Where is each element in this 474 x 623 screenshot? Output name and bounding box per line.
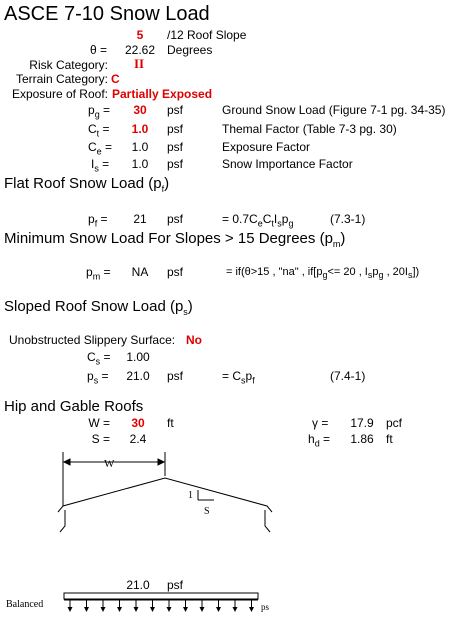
diagram-rise-label: 1	[188, 490, 193, 501]
ct-unit: psf	[167, 122, 184, 136]
w-label: W =	[88, 416, 110, 430]
diagram-w-label: W	[104, 458, 115, 470]
ce-description: Exposure Factor	[222, 140, 311, 154]
sloped-roof-heading: Sloped Roof Snow Load $(p_s)$	[4, 298, 193, 317]
is-description: Snow Importance Factor	[222, 157, 353, 171]
is-symbol: $I_s$ =	[91, 157, 110, 174]
pg-unit: psf	[167, 103, 184, 117]
balanced-label: Balanced	[6, 599, 44, 610]
gamma-unit: pcf	[386, 416, 403, 430]
w-arrow-right	[158, 459, 164, 465]
balanced-load-block	[64, 593, 258, 599]
load-arrow-head	[134, 607, 139, 612]
ct-symbol: $C_t$ =	[88, 122, 110, 139]
pf-unit: psf	[167, 212, 184, 226]
roof-outline	[58, 478, 272, 512]
balanced-ps-label: ps	[261, 602, 270, 612]
load-arrow-head	[167, 607, 172, 612]
slippery-surface-label: Unobstructed Slippery Surface:	[9, 333, 176, 347]
pf-formula: = $0.7C_eC_tI_sp_g$	[222, 212, 294, 229]
load-arrow-head	[84, 607, 89, 612]
load-arrow-head	[216, 607, 221, 612]
minimum-load-heading: Minimum Snow Load For Slopes > 15 Degrees $(p_m)$	[4, 230, 346, 249]
terrain-category-value: C	[111, 72, 120, 86]
cs-symbol: $C_s$ =	[87, 350, 111, 367]
load-arrow-head	[68, 607, 73, 612]
pg-description: Ground Snow Load (Figure 7-1 pg. 34-35)	[222, 103, 446, 117]
roof-slope-unit: /12 Roof Slope	[167, 28, 247, 42]
ps-symbol: $p_s$ =	[87, 369, 109, 386]
exposure-value: Partially Exposed	[112, 87, 213, 101]
pg-symbol: $p_g$ =	[88, 103, 111, 120]
pf-reference: (7.3-1)	[330, 212, 366, 226]
theta-unit: Degrees	[167, 43, 213, 57]
pm-formula: = if(θ>15 , "na" , $if[p_g<= 20$ , $I_sp_g$ , $20I_s$])	[226, 266, 420, 281]
left-wall	[60, 510, 65, 532]
load-arrows	[68, 600, 255, 612]
pf-symbol: $p_f$ =	[88, 212, 108, 229]
hd-unit: ft	[386, 432, 393, 446]
theta-label: θ =	[89, 43, 107, 57]
ps-unit: psf	[167, 369, 184, 383]
pm-unit: psf	[167, 265, 184, 279]
page-title: ASCE 7-10 Snow Load	[4, 3, 210, 25]
balanced-load-diagram	[0, 590, 474, 620]
exposure-label: Exposure of Roof:	[11, 87, 108, 101]
w-unit: ft	[167, 416, 174, 430]
gamma-value: 17.9	[350, 416, 374, 430]
right-wall	[265, 510, 270, 532]
flat-roof-heading: Flat Roof Snow Load $(p_f)$	[4, 175, 170, 194]
ct-value: 1.0	[131, 122, 149, 136]
ps-value: 21.0	[126, 369, 150, 383]
is-unit: psf	[167, 157, 184, 171]
ps-formula: = $C_sp_f$	[222, 369, 255, 386]
balanced-value: 21.0	[126, 578, 150, 592]
ce-unit: psf	[167, 140, 184, 154]
load-arrow-head	[233, 607, 238, 612]
hd-label: $h_d$ =	[308, 432, 331, 449]
diagram-s-label: S	[204, 506, 210, 517]
risk-category-value: II	[134, 56, 145, 71]
risk-category-label: Risk Category:	[29, 58, 108, 72]
cs-value: 1.00	[126, 350, 150, 364]
s-label: S =	[91, 432, 110, 446]
pm-value: NA	[131, 265, 149, 279]
is-value: 1.0	[131, 157, 149, 171]
ps-reference: (7.4-1)	[330, 369, 366, 383]
pf-value: 21	[133, 212, 147, 226]
load-arrow-head	[150, 607, 155, 612]
roof-diagram	[0, 448, 474, 558]
terrain-category-label: Terrain Category:	[15, 72, 108, 86]
ce-value: 1.0	[131, 140, 149, 154]
pg-value: 30	[133, 103, 147, 117]
slippery-surface-value: No	[186, 333, 202, 347]
s-value: 2.4	[129, 432, 147, 446]
roof-slope-value: 5	[136, 28, 144, 42]
pm-symbol: $p_m$ =	[86, 265, 111, 282]
gamma-label: γ =	[312, 416, 329, 430]
load-arrow-head	[200, 607, 205, 612]
balanced-unit: psf	[167, 578, 184, 592]
hip-gable-heading: Hip and Gable Roofs	[4, 398, 144, 415]
ct-description: Themal Factor (Table 7-3 pg. 30)	[222, 122, 397, 136]
hd-value: 1.86	[350, 432, 374, 446]
load-arrow-head	[101, 607, 106, 612]
load-arrow-head	[183, 607, 188, 612]
theta-value: 22.62	[124, 43, 156, 57]
load-arrow-head	[249, 607, 254, 612]
w-arrow-left	[64, 459, 70, 465]
ce-symbol: $C_e$ =	[88, 140, 113, 157]
load-arrow-head	[117, 607, 122, 612]
w-value: 30	[131, 416, 145, 430]
